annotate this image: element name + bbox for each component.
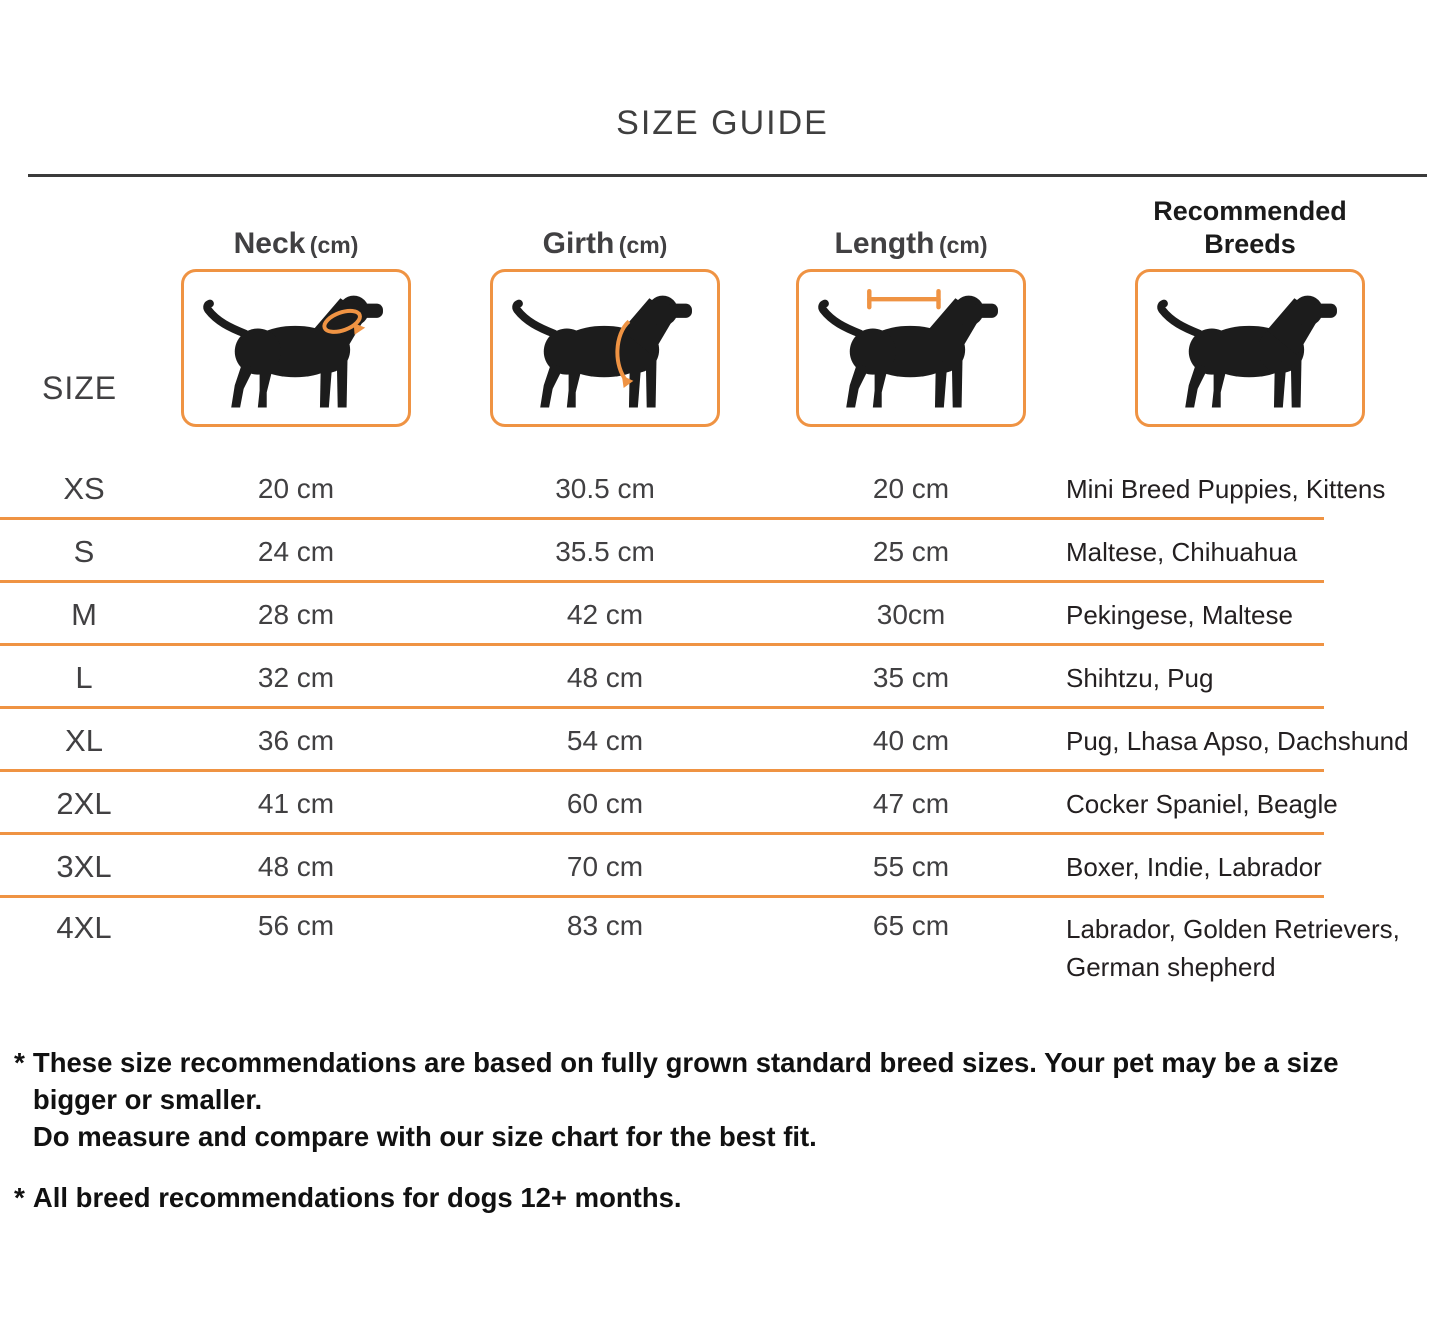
- dog-length-measure-svg: [808, 277, 1014, 419]
- length-icon-cell: [758, 269, 1064, 429]
- length-cell: 55 cm: [872, 850, 950, 882]
- neck-header-label: Neck: [233, 227, 306, 260]
- breeds-cell: Maltese, Chihuahua: [1066, 536, 1298, 567]
- length-header-unit: (cm): [938, 232, 988, 258]
- size-cell: L: [75, 659, 93, 695]
- size-cell: 3XL: [56, 848, 112, 884]
- dog-svg: [1147, 277, 1353, 419]
- table-row: [0, 520, 1445, 583]
- size-cell: 4XL: [56, 910, 112, 945]
- footnote: [14, 1179, 1425, 1216]
- dog-girth-measure-icon: [490, 269, 720, 427]
- size-cell: XS: [63, 470, 105, 506]
- table-row: [0, 583, 1445, 646]
- length-cell: 65 cm: [872, 910, 950, 941]
- breeds-cell: Cocker Spaniel, Beagle: [1066, 788, 1338, 819]
- table-row: [0, 835, 1445, 898]
- dog-length-measure-icon: [796, 269, 1026, 427]
- table-row: [0, 772, 1445, 835]
- length-cell: 47 cm: [872, 787, 950, 819]
- dog-neck-measure-svg: [193, 277, 399, 419]
- column-header-girth: [452, 227, 758, 265]
- column-header-breeds: [1064, 195, 1436, 265]
- dog-icon: [1135, 269, 1365, 427]
- size-axis-label: SIZE: [42, 370, 118, 406]
- footnotes: [0, 1044, 1445, 1216]
- girth-cell: 30.5 cm: [555, 472, 655, 504]
- girth-header-label: Girth: [542, 227, 615, 260]
- girth-cell: 42 cm: [566, 598, 644, 630]
- length-cell: 25 cm: [872, 535, 950, 567]
- breeds-header-label: Recommended Breeds: [1153, 196, 1347, 259]
- column-header-row: [0, 195, 1445, 263]
- title-divider: [28, 174, 1427, 177]
- dog-neck-measure-icon: [181, 269, 411, 427]
- neck-cell: 48 cm: [257, 850, 335, 882]
- table-row: [0, 457, 1445, 520]
- footnote-marker: *: [14, 1047, 25, 1078]
- header-spacer: [28, 261, 140, 265]
- size-guide-page: [0, 102, 1445, 1330]
- size-cell: 2XL: [56, 785, 112, 821]
- neck-cell: 24 cm: [257, 535, 335, 567]
- neck-header-unit: (cm): [309, 232, 359, 258]
- breeds-cell: Shihtzu, Pug: [1066, 662, 1214, 693]
- girth-cell: 35.5 cm: [555, 535, 655, 567]
- table-row: [0, 898, 1445, 1000]
- breeds-cell: Pekingese, Maltese: [1066, 599, 1293, 630]
- size-axis-label-wrap: [28, 370, 140, 429]
- size-cell: M: [71, 596, 97, 632]
- footnote: [14, 1044, 1425, 1155]
- breeds-cell: Boxer, Indie, Labrador: [1066, 851, 1322, 882]
- neck-icon-cell: [140, 269, 452, 429]
- neck-cell: 28 cm: [257, 598, 335, 630]
- footnote-marker: *: [14, 1182, 25, 1213]
- length-cell: 20 cm: [872, 472, 950, 504]
- girth-cell: 83 cm: [566, 910, 644, 941]
- size-table-body: [0, 457, 1445, 1000]
- table-row: [0, 709, 1445, 772]
- page-title: SIZE GUIDE: [616, 104, 829, 142]
- breeds-icon-cell: [1064, 269, 1436, 429]
- girth-cell: 70 cm: [566, 850, 644, 882]
- size-cell: S: [73, 533, 95, 569]
- length-cell: 35 cm: [872, 661, 950, 693]
- dog-girth-measure-svg: [502, 277, 708, 419]
- size-cell: XL: [65, 722, 103, 758]
- girth-header-unit: (cm): [618, 232, 668, 258]
- neck-cell: 20 cm: [257, 472, 335, 504]
- length-cell: 30cm: [876, 598, 946, 630]
- breeds-cell: Mini Breed Puppies, Kittens: [1066, 473, 1386, 504]
- measure-icon-row: [0, 269, 1445, 429]
- breeds-cell: Pug, Lhasa Apso, Dachshund: [1066, 725, 1409, 756]
- footnote-text: All breed recommendations for dogs 12+ months.: [32, 1182, 682, 1213]
- column-header-neck: [140, 227, 452, 265]
- girth-cell: 60 cm: [566, 787, 644, 819]
- table-row: [0, 646, 1445, 709]
- girth-cell: 48 cm: [566, 661, 644, 693]
- column-header-length: [758, 227, 1064, 265]
- footnote-text: These size recommendations are based on fully grown standard breed sizes. Your pet may be a size bigger or smaller. Do measure and compare with our size chart for the best fit.: [32, 1047, 1339, 1152]
- neck-cell: 56 cm: [257, 910, 335, 941]
- breeds-cell: Labrador, Golden Retrievers, German shepherd: [1066, 914, 1400, 982]
- neck-cell: 36 cm: [257, 724, 335, 756]
- neck-cell: 41 cm: [257, 787, 335, 819]
- length-header-label: Length: [834, 227, 935, 260]
- neck-cell: 32 cm: [257, 661, 335, 693]
- length-cell: 40 cm: [872, 724, 950, 756]
- girth-cell: 54 cm: [566, 724, 644, 756]
- girth-icon-cell: [452, 269, 758, 429]
